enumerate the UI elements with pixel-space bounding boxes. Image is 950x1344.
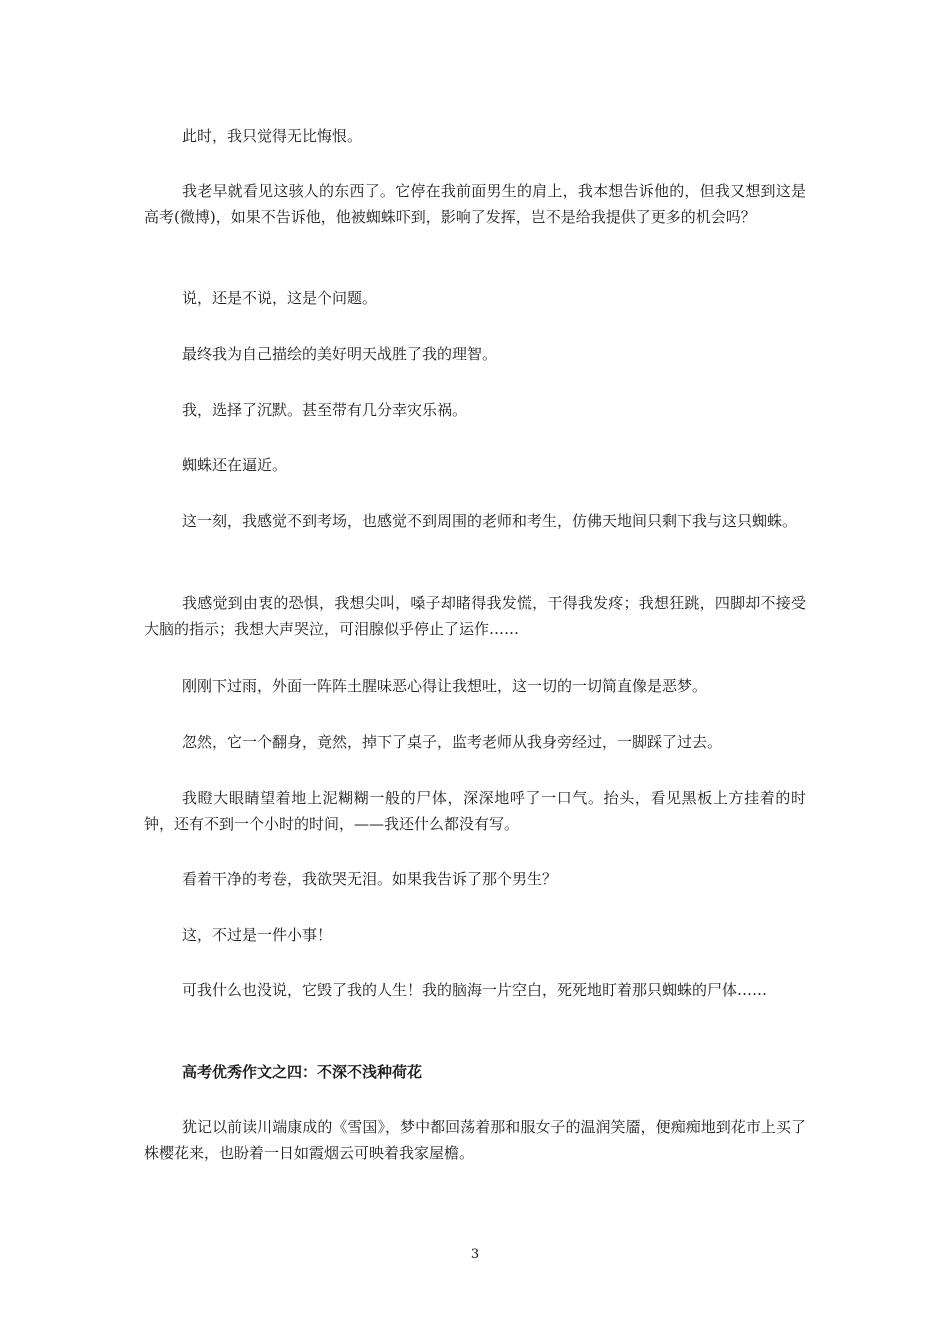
page-number: 3 xyxy=(470,1247,480,1262)
paragraph: 我老早就看见这骇人的东西了。它停在我前面男生的肩上，我本想告诉他的，但我又想到这是高考(微博)，如果不告诉他，他被蜘蛛吓到，影响了发挥，岂不是给我提供了更多的机会吗？ xyxy=(144,182,806,226)
paragraph: 我瞪大眼睛望着地上泥糊糊一般的尸体，深深地呼了一口气。抬头，看见黑板上方挂着的时钟，还有不到一个小时的时间，——我还什么都没有写。 xyxy=(144,789,806,833)
paragraph: 蜘蛛还在逼近。 xyxy=(182,456,288,474)
paragraph: 我，选择了沉默。甚至带有几分幸灾乐祸。 xyxy=(182,401,468,419)
paragraph: 刚刚下过雨，外面一阵阵土腥味恶心得让我想吐，这一切的一切简直像是恶梦。 xyxy=(182,677,708,695)
paragraph: 这一刻，我感觉不到考场，也感觉不到周围的老师和考生，仿佛天地间只剩下我与这只蜘蛛。 xyxy=(182,512,798,530)
paragraph: 犹记以前读川端康成的《雪国》，梦中都回荡着那和服女子的温润笑靥，便痴痴地到花市上买了株樱花来，也盼着一日如霞烟云可映着我家屋檐。 xyxy=(144,1118,806,1162)
paragraph: 我感觉到由衷的恐惧，我想尖叫，嗓子却睹得我发慌，干得我发疼；我想狂跳，四脚却不接受大脑的指示；我想大声哭泣，可泪腺似乎停止了运作…… xyxy=(144,594,806,638)
paragraph: 这，不过是一件小事！ xyxy=(182,926,333,944)
paragraph: 此时，我只觉得无比悔恨。 xyxy=(182,127,363,145)
paragraph: 说，还是不说，这是个问题。 xyxy=(182,289,378,307)
paragraph: 最终我为自己描绘的美好明天战胜了我的理智。 xyxy=(182,345,498,363)
paragraph: 可我什么也没说，它毁了我的人生！我的脑海一片空白，死死地盯着那只蜘蛛的尸体…… xyxy=(182,981,768,999)
paragraph: 看着干净的考卷，我欲哭无泪。如果我告诉了那个男生？ xyxy=(182,870,558,888)
paragraph: 忽然，它一个翻身，竟然，掉下了桌子，监考老师从我身旁经过，一脚踩了过去。 xyxy=(182,733,723,751)
section-heading: 高考优秀作文之四：不深不浅种荷花 xyxy=(182,1063,423,1081)
